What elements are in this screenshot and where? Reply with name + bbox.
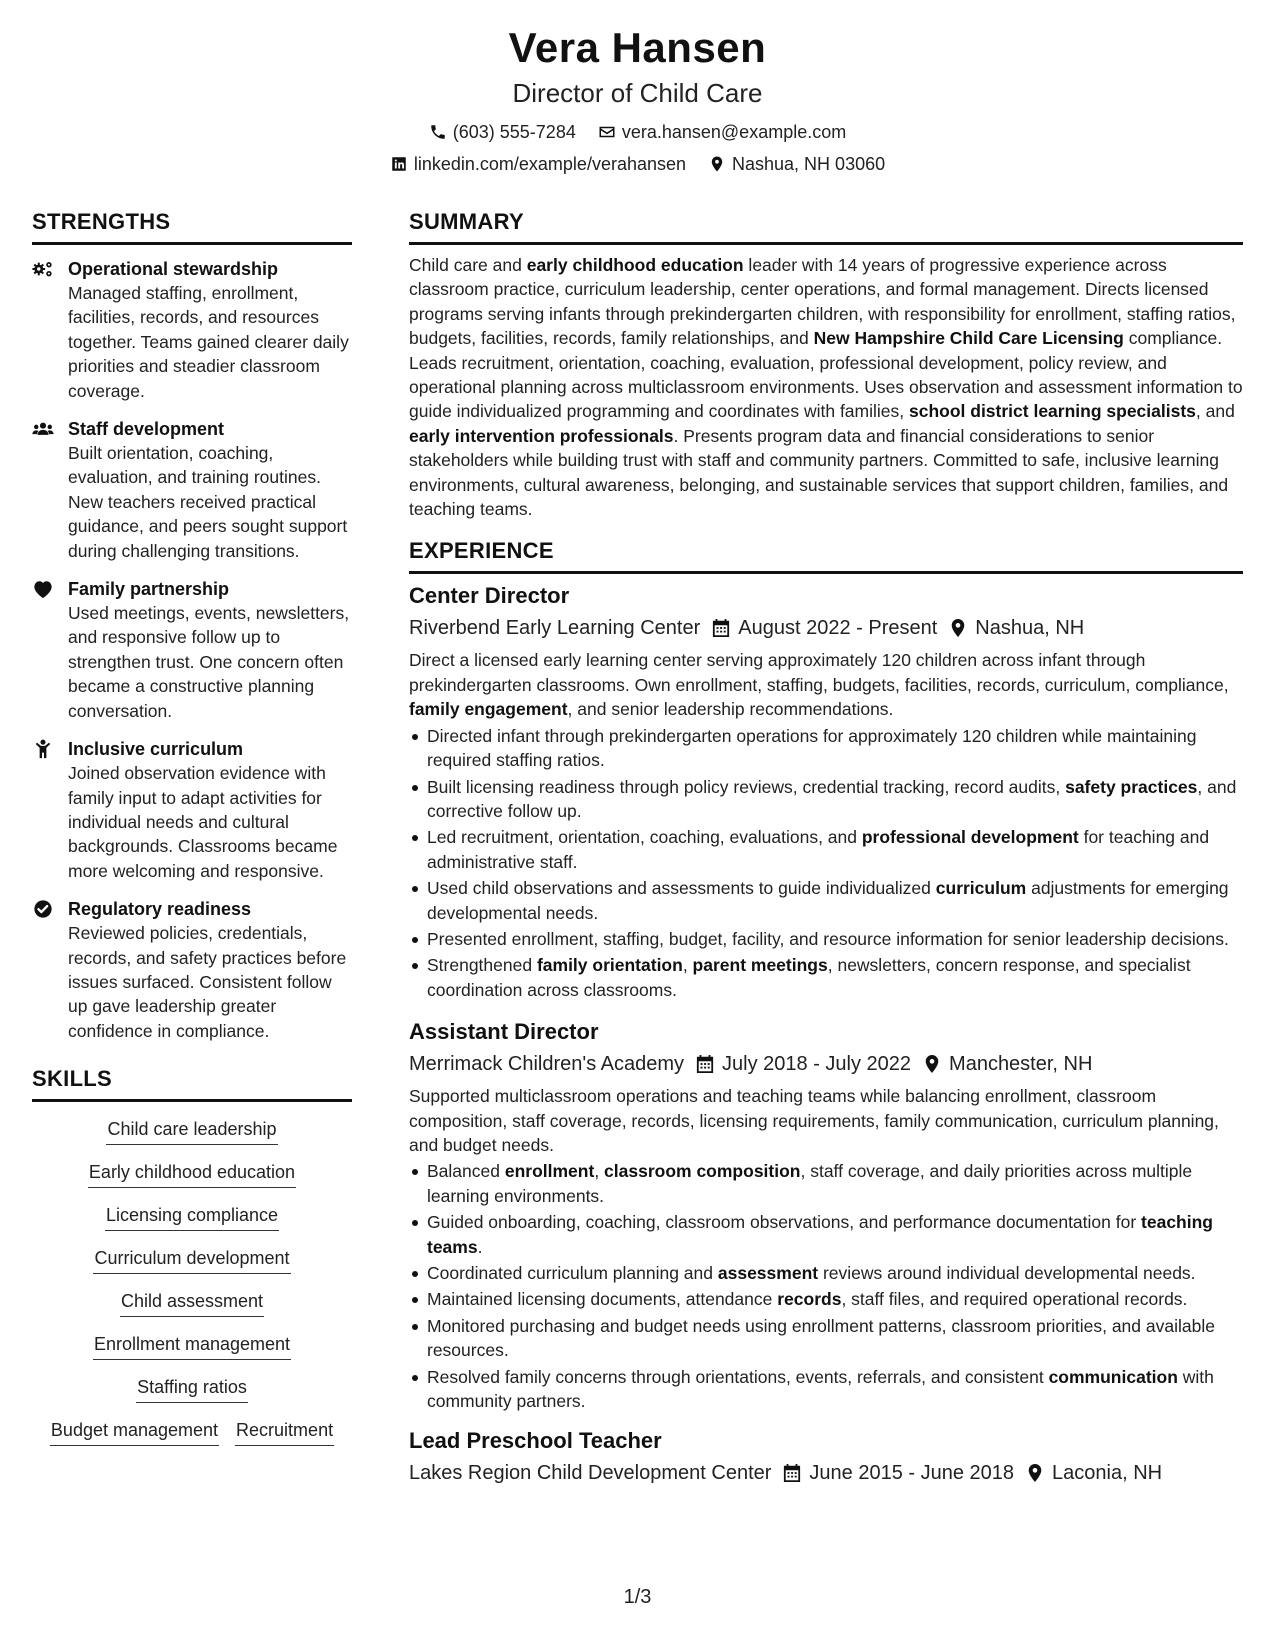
skill-row [32,1288,352,1317]
email-text[interactable]: vera.hansen@example.com [621,122,847,142]
contact-row-2 [0,152,1275,176]
job-description [409,1084,1243,1157]
bullet-item [409,1210,1243,1259]
skill-tag: Child care leadership [106,1116,277,1145]
skill-row [32,1202,352,1231]
skills-list [32,1116,352,1446]
text-run: for teaching and administrative staff. [427,827,1210,872]
skill-tag: Staffing ratios [136,1374,248,1403]
linkedin-icon [390,155,408,173]
left-column [32,208,352,1446]
phone-contact [429,120,576,144]
bold-text: curriculum [935,878,1027,899]
text-run: Balanced [427,1161,505,1182]
text-run: Led recruitment, orientation, coaching, evaluations, and [427,827,862,848]
skill-tag: Recruitment [235,1417,334,1446]
text-run: , and senior leadership recommendations. [567,699,894,720]
bold-text: family orientation [536,955,683,976]
job-entry [409,582,1243,1002]
job-bullets [409,724,1243,1002]
skill-tag: Licensing compliance [105,1202,279,1231]
bullet-item [409,825,1243,874]
envelope-icon [598,123,616,141]
text-run: Maintained licensing documents, attendance [427,1289,778,1310]
location-contact [708,152,885,176]
strength-item [32,577,352,723]
strength-desc: Managed staffing, enrollment, facilities, records, and resources together. Teams gained clearer daily priorities and steadier classroom coverage. [68,283,349,401]
text-run: Guided onboarding, coaching, classroom observations, and performance documentation for [427,1212,1142,1233]
skill-row [32,1116,352,1145]
job-location: Laconia, NH [1052,1462,1163,1485]
bold-text: family engagement [409,699,568,720]
skill-row [32,1159,352,1188]
resume-header [0,22,1275,176]
page-number: 1/3 [623,1586,652,1608]
text-run: . [477,1236,483,1257]
strength-title: Family partnership [68,579,230,600]
candidate-title: Director of Child Care [512,78,763,108]
text-run: Resolved family concerns through orientations, events, referrals, and consistent [427,1366,1049,1387]
text-run: , staff files, and required operational records. [841,1289,1188,1310]
calendar-icon [696,1054,714,1074]
job-dates: August 2022 - Present [738,617,938,640]
bold-text: enrollment [504,1161,595,1182]
bold-text: early childhood education [526,255,744,275]
location-text: Nashua, NH 03060 [732,154,886,174]
text-run: , newsletters, concern response, and specialist coordination across classrooms. [427,955,1191,1000]
text-run: Directed infant through prekindergarten operations for approximately 120 children while maintaining required staffing ratios. [427,725,1197,771]
skill-tag: Early childhood education [88,1159,296,1188]
contact-row-1 [0,120,1275,144]
bold-text: early intervention professionals [409,425,674,446]
bullet-item [409,724,1243,773]
strength-title: Inclusive curriculum [68,739,244,760]
text-run: Child care and [409,255,527,275]
bold-text: communication [1048,1366,1178,1387]
job-description [409,648,1243,721]
strength-desc: Reviewed policies, credentials, records, and safety practices before issues surfaced. Consistent follow up gave leadership greater confidence in compliance. [68,923,347,1041]
bullet-item [409,953,1243,1002]
heart-icon [32,577,56,723]
skill-row [32,1374,352,1403]
bullet-item [409,1287,1243,1311]
text-run: , and [1195,401,1235,422]
strengths-heading: STRENGTHS [32,208,352,245]
job-bullets [409,1159,1243,1413]
map-pin-icon [708,155,726,173]
strength-body [68,257,352,403]
job-meta [409,1050,1243,1078]
bold-text: parent meetings [692,955,828,976]
phone-icon [429,123,447,141]
bold-text: professional development [861,827,1079,848]
map-pin-icon [923,1054,941,1074]
users-icon [32,417,56,563]
text-run: Supported multiclassroom operations and teaching teams while balancing enrollment, classroom composition, staff coverage, records, licensing requirements, family communication, curriculum planning, and budget needs. [409,1086,1219,1155]
text-run: Direct a licensed early learning center serving approximately 120 children across infant through prekindergarten classrooms. Own enrollment, staffing, budgets, facilities, records, curriculum, compliance, [409,650,1229,695]
bullet-item [409,876,1243,925]
bullet-item [409,1261,1243,1285]
strength-title: Staff development [68,419,225,440]
strength-desc: Joined observation evidence with family input to adapt activities for individual needs and cultural backgrounds. Classrooms became more welcoming and responsive. [68,763,338,881]
skill-row [32,1245,352,1274]
text-run: Coordinated curriculum planning and [427,1263,718,1283]
job-entry [409,1018,1243,1413]
strength-body [68,577,352,723]
phone-text: (603) 555-7284 [452,122,576,142]
text-run: Strengthened [427,955,537,976]
text-run: . Presents program data and financial considerations to senior stakeholders while building trust with staff and community partners. Committed to safe, inclusive learning environments, cultural awareness, belonging, and sustainable services that support children, families, and teaching teams. [409,425,1229,520]
skill-tag: Enrollment management [93,1331,291,1360]
bullet-item [409,775,1243,824]
job-location: Nashua, NH [975,617,1085,640]
gears-icon [32,257,56,403]
map-pin-icon [949,618,967,638]
skills-heading: SKILLS [32,1065,352,1102]
text-run: Used child observations and assessments to guide individualized [427,878,936,899]
bullet-item [409,1159,1243,1208]
strength-desc: Used meetings, events, newsletters, and responsive follow up to strengthen trust. One concern often became a constructive planning conversation. [68,603,350,721]
job-entry [409,1427,1243,1487]
text-run: Presented enrollment, staffing, budget, facility, and resource information for senior leadership decisions. [427,928,1229,949]
strength-item [32,737,352,883]
text-run: , and corrective follow up. [427,776,1237,821]
bold-text: classroom composition [604,1161,801,1182]
strength-item [32,257,352,403]
text-run: reviews around individual developmental needs. [818,1263,1196,1283]
text-run: , [594,1161,605,1182]
strength-body [68,417,352,563]
calendar-icon [783,1463,801,1483]
experience-heading: EXPERIENCE [409,537,1243,574]
bullet-item [409,1314,1243,1363]
text-run: Built licensing readiness through policy reviews, credential tracking, record audits, [427,776,1066,797]
text-run: compliance. Leads recruitment, orientation, coaching, evaluation, professional development, policy review, and operational planning across multiclassroom environments. Uses observation and assessment information to guide individualized programming and coordinates with families, [409,328,1243,422]
bullet-item [409,927,1243,951]
bold-text: records [777,1289,842,1310]
job-meta [409,614,1243,642]
job-title: Center Director [409,583,570,609]
strength-title: Operational stewardship [68,259,279,279]
bold-text: school district learning specialists [909,401,1196,422]
text-run: , [682,955,693,976]
text-run: Monitored purchasing and budget needs using enrollment patterns, classroom priorities, and available resources. [427,1315,1215,1361]
bold-text: safety practices [1065,776,1198,797]
job-org: Riverbend Early Learning Center [409,617,701,640]
strength-desc: Built orientation, coaching, evaluation, and training routines. New teachers received practical guidance, and peers sought support during challenging transitions. [68,443,348,561]
summary-heading: SUMMARY [409,208,1243,245]
candidate-name: Vera Hansen [508,24,767,71]
skill-row [32,1331,352,1360]
job-title: Lead Preschool Teacher [409,1428,662,1454]
calendar-icon [712,618,730,638]
job-title: Assistant Director [409,1019,599,1045]
strength-body [68,897,352,1043]
jobs-list [409,582,1243,1487]
skill-tag: Curriculum development [93,1245,290,1274]
linkedin-text[interactable]: linkedin.com/example/verahansen [413,154,687,174]
text-run: leader with 14 years of progressive experience across classroom practice, curriculum leadership, center operations, and formal management. Directs licensed programs serving infants through prekindergarten children, with responsibility for enrollment, staffing ratios, budgets, facilities, records, family relationships, and [409,255,1236,349]
bold-text: assessment [717,1263,819,1283]
job-location: Manchester, NH [949,1053,1093,1076]
strength-title: Regulatory readiness [68,899,252,920]
text-run: with community partners. [427,1366,1214,1412]
experience-section [409,537,1243,1487]
email-contact[interactable] [598,120,846,144]
check-circle-icon [32,897,56,1043]
job-org: Lakes Region Child Development Center [409,1462,772,1485]
right-column [409,208,1243,1487]
skill-tag: Child assessment [120,1288,264,1317]
text-run: , staff coverage, and daily priorities across multiple learning environments. [427,1161,1193,1206]
linkedin-contact[interactable] [390,152,686,176]
job-dates: June 2015 - June 2018 [809,1462,1015,1485]
skill-row [32,1417,352,1446]
strength-item [32,417,352,563]
bullet-item [409,1365,1243,1414]
summary-text [409,253,1243,521]
text-run: adjustments for emerging developmental needs. [427,878,1229,923]
strength-body [68,737,352,883]
skill-tag: Budget management [50,1417,219,1446]
bold-text: teaching teams [427,1212,1213,1257]
child-icon [32,737,56,883]
job-org: Merrimack Children's Academy [409,1053,685,1076]
bold-text: New Hampshire Child Care Licensing [813,328,1124,349]
strength-item [32,897,352,1043]
job-meta [409,1459,1243,1487]
map-pin-icon [1026,1463,1044,1483]
strengths-list [32,257,352,1043]
job-dates: July 2018 - July 2022 [722,1053,912,1076]
